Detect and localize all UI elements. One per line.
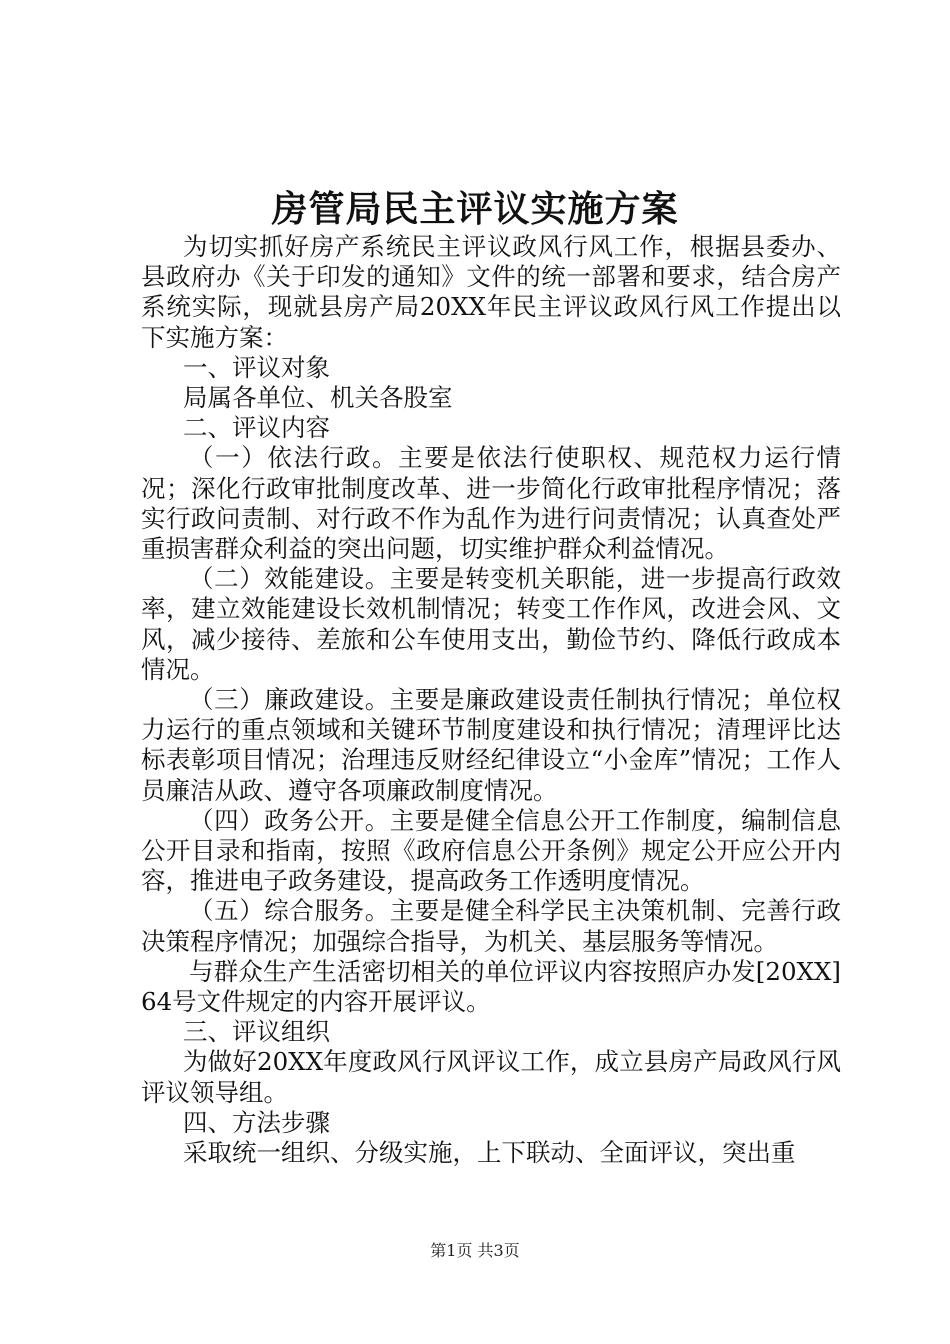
document-body (141, 232, 841, 1168)
page-number-footer: 第1页 共3页 (430, 1241, 520, 1260)
evaluation-targets-text: 局属各单位、机关各股室 (183, 383, 453, 413)
content-item-efficiency: （二）效能建设。主要是转变机关职能，进一步提高行政效率，建立效能建设长效机制情况；转变工作作风，改进会风、文风，减少接待、差旅和公车使用支出，勤俭节约、降低行政成本情况。 (141, 564, 841, 684)
section-heading-evaluation-targets: 一、评议对象 (183, 352, 330, 382)
document-title: 房管局民主评议实施方案 (271, 188, 679, 230)
organization-paragraph: 为做好20XX年度政风行风评议工作，成立县房产局政风行风评议领导组。 (141, 1047, 841, 1107)
methods-paragraph: 采取统一组织、分级实施，上下联动、全面评议，突出重 (183, 1138, 796, 1168)
section-heading-evaluation-content: 二、评议内容 (183, 413, 330, 443)
content-item-law-administration: （一）依法行政。主要是依法行使职权、规范权力运行情况；深化行政审批制度改革、进一步简化行政审批程序情况；落实行政问责制、对行政不作为乱作为进行问责情况；认真查处严重损害群众利益的突出问题，切实维护群众利益情况。 (141, 443, 841, 564)
content-item-integrity: （三）廉政建设。主要是廉政建设责任制执行情况；单位权力运行的重点领域和关键环节制度建设和执行情况；清理评比达标表彰项目情况；治理违反财经纪律设立“小金库”情况；工作人员廉洁从政、遵守各项廉政制度情况。 (141, 685, 841, 805)
intro-paragraph: 为切实抓好房产系统民主评议政风行风工作，根据县委办、县政府办《关于印发的通知》文件的统一部署和要求，结合房产系统实际，现就县房产局20XX年民主评议政风行风工作提出以下实施方案： (141, 232, 841, 352)
content-item-transparency: （四）政务公开。主要是健全信息公开工作制度，编制信息公开目录和指南，按照《政府信息公开条例》规定公开应公开内容，推进电子政务建设，提高政务工作透明度情况。 (141, 805, 841, 896)
related-units-paragraph: 与群众生产生活密切相关的单位评议内容按照庐办发[20XX]64号文件规定的内容开展评议。 (141, 956, 841, 1017)
content-item-services: （五）综合服务。主要是健全科学民主决策机制、完善行政决策程序情况；加强综合指导，为机关、基层服务等情况。 (141, 896, 841, 956)
section-heading-methods: 四、方法步骤 (183, 1107, 330, 1137)
section-heading-organization: 三、评议组织 (183, 1017, 330, 1047)
